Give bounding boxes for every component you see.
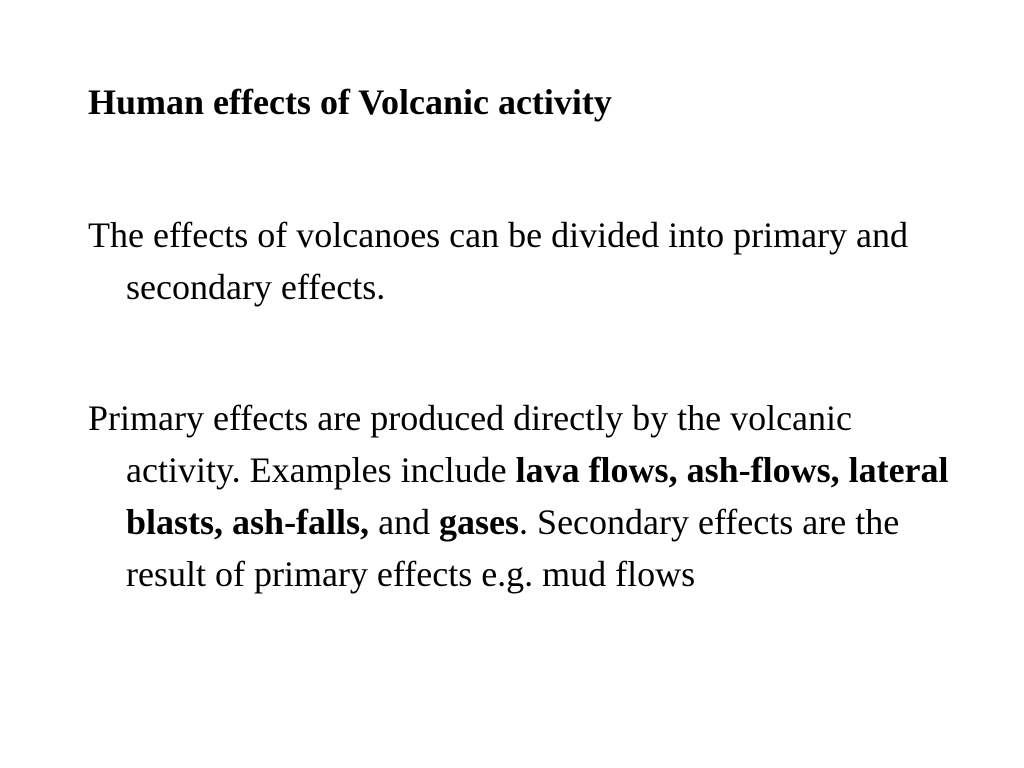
bold-examples: lava flows, ash-flows, lateral blasts, ash-falls, xyxy=(126,450,949,542)
paragraph-text: . Secondary effects are the result of primary effects e.g. mud flows xyxy=(126,502,900,594)
paragraph-primary-secondary: The effects of volcanoes can be divided into primary and secondary effects. xyxy=(88,215,909,307)
bold-gases: gases xyxy=(439,502,520,542)
paragraph-text: and xyxy=(369,502,440,542)
paragraph-primary-effects xyxy=(88,392,966,600)
paragraph-text: Primary effects are produced directly by the volcanic activity. Examples include xyxy=(88,398,853,490)
slide-title: Human effects of Volcanic activity xyxy=(88,82,612,122)
